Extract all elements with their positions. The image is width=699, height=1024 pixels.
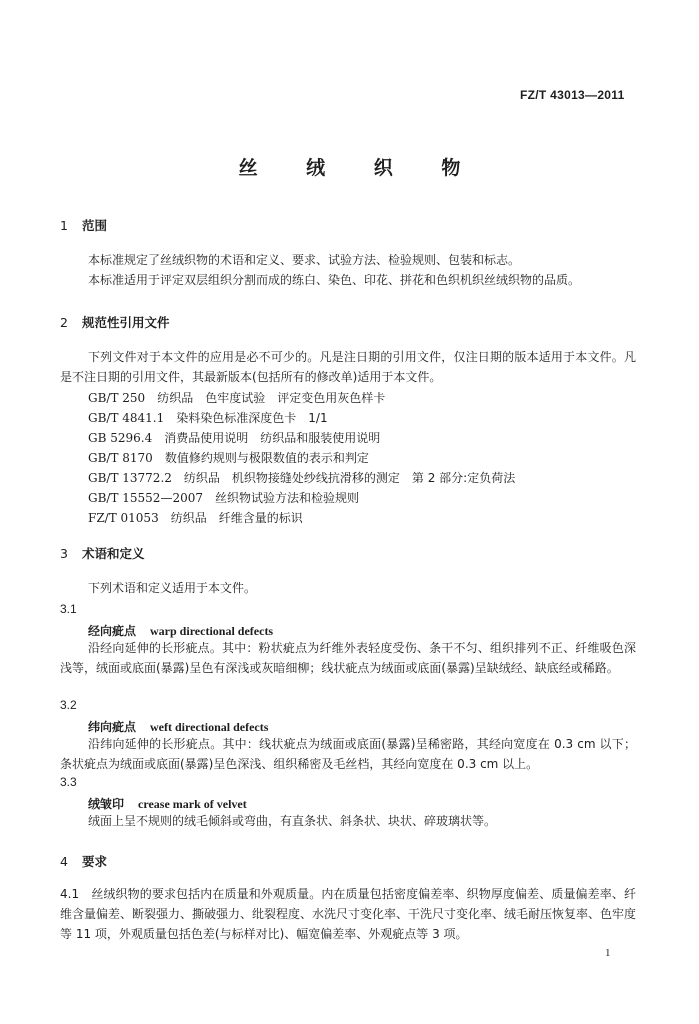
term-number: 3.1 [60, 602, 77, 616]
reference-code: GB/T 8170 [88, 451, 153, 465]
section-2-heading [60, 313, 170, 331]
section-title: 术语和定义 [82, 546, 145, 561]
reference-code: GB/T 4841.1 [88, 411, 165, 425]
term-definition: 绒面上呈不规则的绒毛倾斜或弯曲，有直条状、斜条状、块状、碎玻璃状等。 [88, 814, 497, 828]
page-number: 1 [605, 947, 611, 959]
clause-4-1 [60, 884, 636, 944]
reference-item [88, 429, 380, 446]
term-number: 3.3 [60, 775, 77, 789]
reference-title: 染料染色标准深度色卡 1/1 [176, 411, 328, 425]
term-chinese: 纬向疵点 [88, 720, 137, 734]
section-title: 规范性引用文件 [82, 315, 170, 330]
reference-code: GB 5296.4 [88, 431, 153, 445]
references-intro: 下列文件对于本文件的应用是必不可少的。凡是注日期的引用文件，仅注日期的版本适用于本文件。凡是不注日期的引用文件，其最新版本(包括所有的修改单)适用于本文件。 [60, 350, 636, 384]
term-heading [88, 795, 247, 812]
reference-item [88, 489, 359, 506]
terms-intro: 下列术语和定义适用于本文件。 [88, 581, 257, 595]
reference-code: GB/T 250 [88, 391, 146, 405]
term-english: weft directional defects [150, 720, 269, 734]
term-number: 3.2 [60, 698, 77, 712]
term-chinese: 经向疵点 [88, 624, 137, 638]
scope-paragraph-2: 本标准适用于评定双层组织分割而成的练白、染色、印花、拼花和色织机织丝绒织物的品质。 [88, 273, 581, 287]
section-number: 2 [60, 315, 68, 330]
reference-item [88, 469, 515, 486]
reference-code: GB/T 15552—2007 [88, 491, 203, 505]
term-english: crease mark of velvet [138, 797, 247, 811]
document-title: 丝 绒 织 物 [238, 157, 482, 179]
reference-item [88, 389, 385, 406]
scope-paragraph-1: 本标准规定了丝绒织物的术语和定义、要求、试验方法、检验规则、包装和标志。 [88, 253, 521, 267]
term-heading [88, 622, 273, 639]
reference-title: 纺织品 机织物接缝处纱线抗滑移的测定 第 2 部分:定负荷法 [183, 471, 516, 485]
term-definition: 沿纬向延伸的长形疵点。其中：线状疵点为绒面或底面(暴露)呈稀密路，其经向宽度在 0.3 cm 以下；条状疵点为绒面或底面(暴露)呈色深浅、组织稀密及毛丝档，其经向宽度在 0.3 cm 以上。 [60, 737, 636, 771]
reference-code: FZ/T 01053 [88, 511, 159, 525]
term-english: warp directional defects [150, 624, 274, 638]
standard-code: FZ/T 43013—2011 [520, 88, 625, 102]
reference-code: GB/T 13772.2 [88, 471, 172, 485]
reference-title: 纺织品 色牢度试验 评定变色用灰色样卡 [157, 391, 386, 405]
section-title: 范围 [82, 218, 108, 233]
reference-title: 丝织物试验方法和检验规则 [215, 491, 360, 505]
reference-title: 数值修约规则与极限数值的表示和判定 [164, 451, 369, 465]
section-4-heading [60, 852, 107, 870]
reference-title: 消费品使用说明 纺织品和服装使用说明 [164, 431, 381, 445]
clause-number: 4.1 [60, 887, 80, 901]
reference-item [88, 409, 328, 426]
clause-text: 丝绒织物的要求包括内在质量和外观质量。内在质量包括密度偏差率、织物厚度偏差、质量偏差率、纤维含量偏差、断裂强力、撕破强力、纰裂程度、水洗尺寸变化率、干洗尺寸变化率、绒毛耐压恢复率、色牢度等 11 项，外观质量包括色差(与标样对比)、幅宽偏差率、外观疵点等 3 项。 [60, 887, 637, 941]
term-definition: 沿经向延伸的长形疵点。其中：粉状疵点为纤维外表轻度受伤、条干不匀、组织排列不正、纤维吸色深浅等，绒面或底面(暴露)呈色有深浅或灰暗细柳；线状疵点为绒面或底面(暴露)呈缺绒经、缺底经或稀路。 [60, 641, 636, 675]
term-chinese: 绒皱印 [88, 797, 125, 811]
section-1-heading [60, 216, 107, 234]
reference-item [88, 509, 303, 526]
section-3-heading [60, 544, 145, 562]
section-number: 1 [60, 218, 68, 233]
reference-title: 纺织品 纤维含量的标识 [170, 511, 303, 525]
section-number: 4 [60, 854, 68, 869]
section-number: 3 [60, 546, 68, 561]
term-heading [88, 718, 268, 735]
section-title: 要求 [82, 854, 108, 869]
reference-item [88, 449, 369, 466]
